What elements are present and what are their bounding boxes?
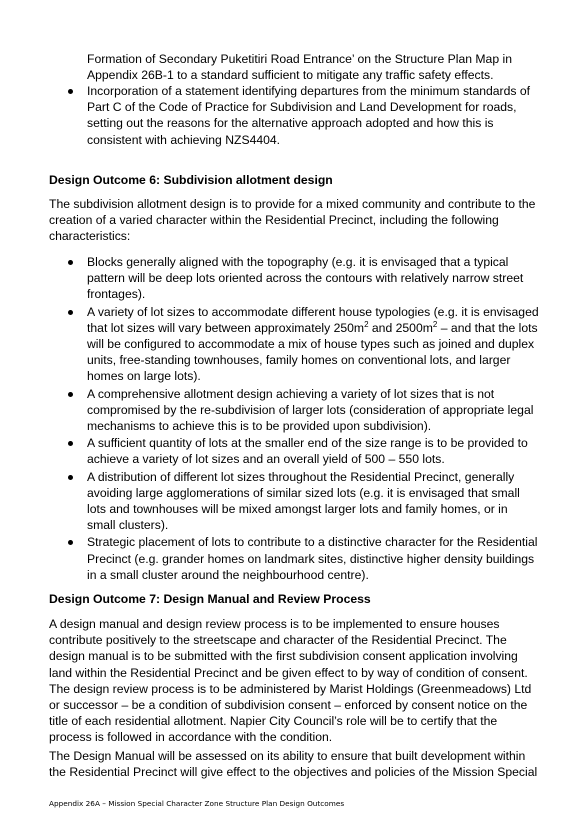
bullet-text: Incorporation of a statement identifying departures from the minimum standards of Part C of the Code of Practice for Subdivision and Land Development for roads, setting out the reasons for the alternative approach adopted and how this is consistent with achieving NZS4404. [87,84,531,147]
bullet-text: A sufficient quantity of lots at the smaller end of the size range is to be provided to achieve a variety of lot sizes and an overall yield of 500 – 550 lots. [87,436,528,467]
top-continuation-text: Formation of Secondary Puketitiri Road Entrance’ on the Structure Plan Map in Appendix 26B-1 to a standard sufficient to mitigate any traffic safety effects. [87,52,512,83]
bullet-text: Blocks generally aligned with the topography (e.g. it is envisaged that a typical pattern will be deep lots oriented across the contours with relatively narrow street frontages). [87,255,524,302]
bullet-icon [68,475,73,480]
bullet-icon [68,392,73,397]
outcome6-heading: Design Outcome 6: Subdivision allotment design [49,173,333,187]
bullet-icon [68,260,73,265]
outcome6-bullet-list [49,254,539,583]
list-item [49,534,539,583]
list-item [49,304,539,385]
page-footer: Appendix 26A – Mission Special Character Zone Structure Plan Design Outcomes [49,799,345,808]
bullet-text: A variety of lot sizes to accommodate different house typologies (e.g. it is envisaged that lot sizes will vary between approximately $250m^2$ and $2500m^2$ – and that the lots will be configured to accommodate a mix of house types such as joined and duplex units, free-standing townhouses, family homes on conventional lots, and larger homes on large lots). [87,304,539,384]
list-item [49,386,539,435]
list-item [49,469,539,534]
outcome7-paragraph-2: The Design Manual will be assessed on its ability to ensure that built development within the Residential Precinct will give effect to the objectives and policies of the Mission Special [49,749,538,780]
list-item [49,435,539,467]
bullet-icon [68,441,73,446]
outcome6-intro: The subdivision allotment design is to provide for a mixed community and contribute to the creation of a varied character within the Residential Precinct, including the following characteristics: [49,197,536,244]
bullet-icon [68,310,73,315]
top-bullet-list [49,83,539,148]
outcome7-heading: Design Outcome 7: Design Manual and Review Process [49,592,371,606]
list-item [49,254,539,303]
bullet-icon [68,89,73,94]
bullet-text: A distribution of different lot sizes throughout the Residential Precinct, generally avoiding large agglomerations of similar sized lots (e.g. it is envisaged that small lots and townhouses will be mixed amongst larger lots and family homes, or in small clusters). [87,469,520,533]
bullet-icon [68,540,73,545]
outcome7-paragraph-1: A design manual and design review process is to be implemented to ensure houses contribute positively to the streetscape and character of the Residential Precinct. The design manual is to be submitted with the first subdivision consent application involving land within the Residential Precinct and be given effect to by way of condition of consent. The design review process is to be administered by Marist Holdings (Greenmeadows) Ltd or successor – be a condition of subdivision consent – enforced by consent notice on the title of each residential allotment. Napier City Council’s role will be to certify that the process is followed in accordance with the condition. [49,617,532,745]
bullet-text: Strategic placement of lots to contribute to a distinctive character for the Residential Precinct (e.g. grander homes on landmark sites, distinctive higher density buildings in a small cluster around the neighbourhood centre). [87,535,538,582]
list-item [49,83,539,148]
bullet-text: A comprehensive allotment design achieving a variety of lot sizes that is not compromised by the re-subdivision of larger lots (consideration of appropriate legal mechanisms to achieve this is to be provided upon subdivision). [87,386,534,434]
